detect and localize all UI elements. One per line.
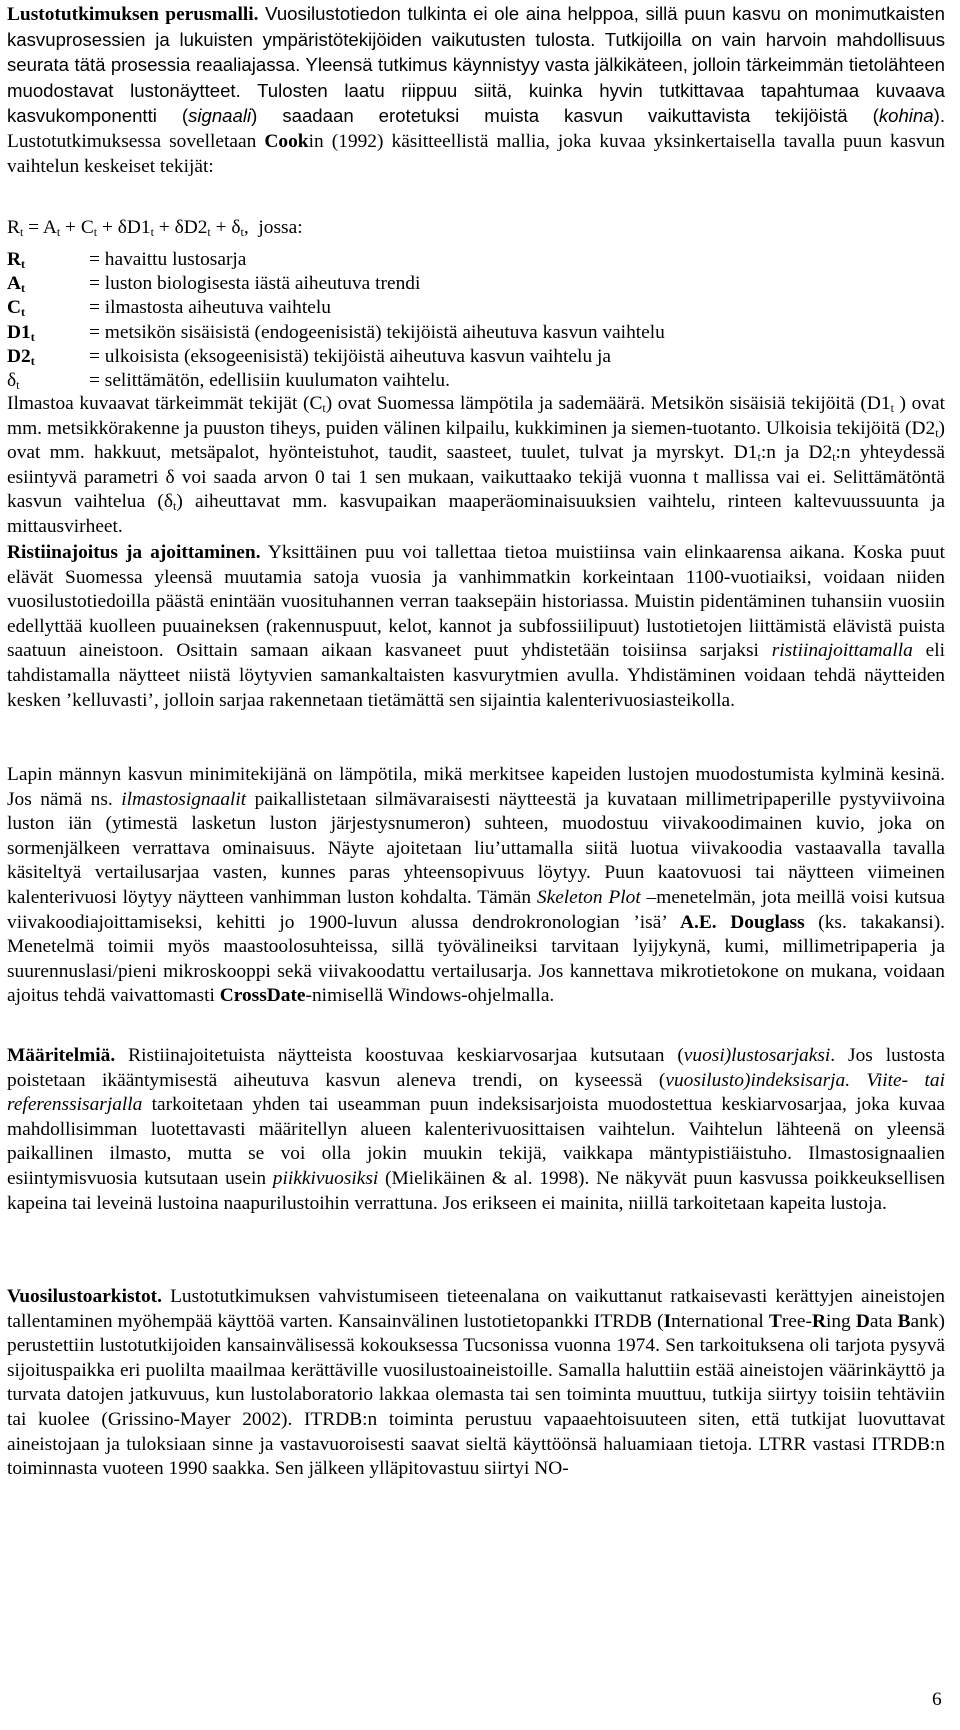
archives-paragraph xyxy=(7,1285,945,1482)
intro-text-sans-3: ). xyxy=(933,105,945,127)
page-number: 6 xyxy=(932,1689,942,1710)
cook-name: Cook xyxy=(264,130,309,152)
noise-term: kohina xyxy=(878,105,934,127)
archives-text-e: ata xyxy=(869,1310,898,1332)
definition-symbol-wrap xyxy=(7,369,19,393)
climate-text-f: :n yhteydessä esiintyvä parametri δ voi saada arvon 0 tai 1 sen mukaan, vaikuttaako tekijä vuonna t mallissa vai ei. Selittämätöntä kasvun vaihtelua (δ xyxy=(7,442,945,513)
definition-text: = luston biologisesta iästä aiheutuva trendi xyxy=(89,273,421,295)
lapland-italic-1: ilmastosignaalit xyxy=(121,788,247,810)
archives-text-c: ree- xyxy=(781,1310,812,1332)
defs-text-a: Ristiinajoitetuista näytteista koostuvaa keskiarvosarjaa kutsutaan ( xyxy=(115,1045,684,1066)
defs-text-d: (Mielikäinen & al. 1998). Ne näkyvät puun kasvussa poikkeuksellisen kapeina tai leveinä lustoina naapurilustoihin verrattuna. Jos erikseen ei mainita, niillä tarkoitetaan kapeita lustoja. xyxy=(7,1167,945,1214)
definition-symbol: D2 xyxy=(7,345,31,367)
climate-text-c: ) ovat mm. metsikkörakenne ja puuston tiheys, puiden välinen kilpailu, kukkiminen ja siemen-tuotanto. Ulkoisia tekijöitä (D2 xyxy=(7,393,946,439)
lapland-italic-2: Skeleton Plot xyxy=(536,886,641,908)
definition-text: = ulkoisista (eksogeenisistä) tekijöistä aiheutuva kasvun vaihtelu ja xyxy=(89,345,611,367)
climate-text-b: ) ovat Suomessa lämpötila ja sademäärä. Metsikön sisäisiä tekijöitä (D1 xyxy=(325,393,891,414)
crossdate-name: CrossDate xyxy=(219,985,306,1007)
definition-text: = havaittu lustosarja xyxy=(89,249,247,270)
crossdating-heading: Ristiinajoitus ja ajoittaminen. xyxy=(7,542,261,563)
archives-heading: Vuosilustoarkistot. xyxy=(7,1286,162,1307)
itrdb-letter-t: T xyxy=(768,1310,782,1332)
definition-symbol-wrap xyxy=(7,248,25,272)
archives-text-d: ing xyxy=(825,1310,856,1332)
signal-term: signaali xyxy=(188,105,252,127)
definition-symbol: δ xyxy=(7,370,17,391)
intro-text-serif-2: in (1992) käsitteellistä mallia, joka kuvaa yksinkertaisella tavalla puun kasvun vaihtelun keskeiset tekijät: xyxy=(7,130,945,177)
climate-text-d: ) ovat mm. hakkuut, metsäpalot, hyönteistuhot, taudit, saasteet, tuulet, tulvat ja myrskyt. D1 xyxy=(7,417,945,464)
definition-symbol: A xyxy=(7,273,22,295)
defs-text-c: tarkoitetaan yhden tai useamman puun indeksisarjoista muodostettua keskiarvosarjaa, joka kuvaa mahdollisimman luotettavasti määritellyn alueen kalenterivuosittaisen vaihtelun. Vaihtelun lähteenä on yleensä paikallinen ilmasto, mutta se voi olla jokin muukin tekijä, vaikkapa mäntypistiäistuho. Ilmastosignaalien esiintymisvuosia kutsutaan usein xyxy=(7,1094,945,1189)
climate-paragraph: Ilmastoa kuvaavat tärkeimmät tekijät $(C_t)$ ovat Suomessa lämpötila ja sademäärä. Metsikön sisäisiä tekijöitä ($D1_t$ ) ovat mm. metsikkörakenne ja puuston tiheys, puiden välinen kilpailu, kukkiminen ja siemen-tuotanto. Ulkoisia tekijöitä $(D2_t)$ ovat mm. hakkuut, metsäpalot, hyönteistuhot, taudit, saasteet, tuulet, tulvat ja myrskyt. $D1_t:n$ ja $D2_t:n$ yhteydessä esiintyvä parametri δ voi saada arvon 0 tai 1 sen mukaan, vaikuttaako tekijä vuonna t mallissa vai ei. Selittämätöntä kasvun vaihtelua $(\delta_t)$ aiheuttavat mm. kasvupaikan maaperäominaisuuksien vaihtelu, rinteen kaltevuussuunta ja mittausvirheet. xyxy=(7,393,946,537)
itrdb-letter-b: B xyxy=(897,1310,911,1332)
definition-subscript: t xyxy=(21,257,26,271)
lapland-text-a: Lapin männyn kasvun minimitekijänä on lämpötila, mikä merkitsee kapeiden lustojen muodostumista kylminä kesinä. Jos nämä ns. xyxy=(7,764,945,810)
crossdating-italic: ristiinajoittamalla xyxy=(771,640,913,662)
climate-text-e: :n ja D2 xyxy=(760,442,833,464)
definition-symbol-wrap xyxy=(7,321,35,345)
definition-symbol-wrap xyxy=(7,345,35,369)
lapland-paragraph xyxy=(7,763,945,1009)
intro-paragraph xyxy=(7,2,945,179)
intro-text-sans: Vuosilustotiedon tulkinta ei ole aina helppoa, sillä puun kasvu on monimutkaisten kasvuprosessien ja lukuisten ympäristötekijöiden vaikutusten tulosta. Tutkijoilla on vain harvoin mahdollisuus seurata tätä prosessia reaaliajassa. Yleensä tutkimus käynnistyy vasta jälkikäteen, jolloin tärkeimmän tietolähteen muodostavat lustonäytteet. Tulosten laatu riippuu siitä, kuinka hyvin tutkittavaa tapahtumaa kuvaava kasvukomponentti ( xyxy=(7,3,945,127)
archives-text-f: ank) perustettiin lustotutkijoiden kansainvälisessä kokouksessa Tucsonissa vuonna 1974. Sen tarkoituksena oli tarjota pysyvä sijoituspaikka eri puolilta maailmaa kerättäville vuosilustoaineistoille. Samalla haluttiin estää aineistojen väärinkäyttö ja turvata datojen jatkuvuus, kun lustolaboratorio lakkaa olemasta tai sen toiminta muuttuu, tutkija siirtyy toisiin tehtäviin tai kuolee (Grissino-Mayer 2002). ITRDB:n toiminta perustuu vapaaehtoisuuteen siten, että tutkijat luovuttavat aineistojaan ja tuloksiaan sinne ja vastavuoroisesti saavat sieltä käyttöönsä haluamiaan tietoja. LTRR vastasi ITRDB:n toiminnasta vuoteen 1990 saakka. Sen jälkeen ylläpitovastuu siirtyi NO- xyxy=(7,1310,945,1480)
intro-text-serif-1: Lustotutkimuksessa sovelletaan xyxy=(7,130,265,152)
defs-italic-3: piikkivuosiksi xyxy=(272,1167,379,1189)
growth-model-formula xyxy=(7,216,303,240)
definition-symbol: D1 xyxy=(7,321,31,343)
definition-subscript: t xyxy=(30,353,35,368)
formula-expression: $R_t = A_t + C_t + \delta D1_t + \delta D2_t + \delta_t$, xyxy=(7,217,259,239)
formula-jossa: jossa: xyxy=(258,217,303,238)
lapland-text-d: (ks. takakansi). Menetelmä toimii myös maastoolosuhteissa, sillä työvälineiksi tarvitaan lyijykynä, kumi, millimetripaperia ja suurennuslasi/pieni mikroskooppi sekä viivakoodattu vertailusarja. Jos kannettava mikrotietokone on mukana, voidaan ajoitus tehdä vaivattomasti xyxy=(7,911,946,1007)
defs-text-b: . Jos lustosta poistetaan ikääntymisestä aiheutuva kasvun aleneva trendi, on kyseessä ( xyxy=(7,1045,945,1091)
definition-subscript: t xyxy=(21,305,26,320)
intro-text-sans-2: ) saadaan erotetuksi muista kasvun vaikuttavista tekijöistä ( xyxy=(251,105,879,127)
defs-italic-2: vuosilusto)indeksisarja. Viite- tai referenssisarjalla xyxy=(7,1069,945,1116)
lapland-text-c: –menetelmän, jota meillä voisi kutsua viivakoodiajoittamiseksi, kehitti jo 1900-luvun alussa dendrokronologian ’isä’ xyxy=(7,886,945,933)
definitions-paragraph xyxy=(7,1044,945,1216)
archives-text-b: nternational xyxy=(671,1310,769,1332)
definition-text: = ilmastosta aiheutuva vaihtelu xyxy=(89,297,331,319)
definitions-heading: Määritelmiä. xyxy=(7,1045,116,1066)
archives-text-a: Lustotutkimuksen vahvistumiseen tieteenalana on vaikuttanut ratkaisevasti kerättyjen aineistojen tallentaminen myöhempää käyttöä varten. Kansainvälinen lustotietopankki ITRDB ( xyxy=(7,1286,945,1332)
definition-subscript: t xyxy=(30,329,35,344)
itrdb-letter-d: D xyxy=(855,1310,870,1332)
climate-text-a: Ilmastoa kuvaavat tärkeimmät tekijät (C xyxy=(7,393,323,414)
lapland-text-b: paikallistetaan silmävaraisesti näytteestä ja kuvataan millimetripaperille pystyviivoina luston iän (ytimestä lasketun luston järjestysnumeron) suhteen, muodostuu viivakoodimainen kuvio, joka on sormenjälkeen verrattava ominaisuus. Näyte ajoitetaan liu’uttamalla siitä luotua viivakoodia vastaavalla tavalla käsiteltyä vertailusarjaa vasten, kunnes paras yhteensopivuus löytyy. Puun kaatovuosi tai näytteen viimeinen kalenterivuosi löytyy näytteen vanhimman luston kohdalta. Tämän xyxy=(7,788,945,908)
definition-symbol: R xyxy=(7,249,22,270)
intro-heading: Lustotutkimuksen perusmalli. xyxy=(7,4,259,25)
itrdb-letter-r: R xyxy=(811,1310,826,1332)
crossdating-paragraph xyxy=(7,541,945,713)
lapland-text-e: -nimisellä Windows-ohjelmalla. xyxy=(305,985,555,1007)
crossdating-text-a: Yksittäinen puu voi tallettaa tietoa muistiinsa vain elinkaarensa aikana. Koska puut elävät Suomessa yleensä muutamia satoja vuosia ja vanhimmatkin korkeintaan 1100-vuotiaiksi, voidaan niiden vuosilustotiedoilla päästä enintään vuosituhannen verran taaksepäin historiassa. Muistin pidentäminen tuhansiin vuosiin edellyttää kuolleen puuaineksen (rakennuspuut, kelot, kannot ja subfossiilipuut) lustotietojen liittämistä elävistä puista saatuun aineistoon. Osittain samaan aikaan kasvaneet puut yhdistetään toisiinsa sarjaksi xyxy=(7,542,945,662)
definition-text: = metsikön sisäisistä (endogeenisistä) tekijöistä aiheutuva kasvun vaihtelu xyxy=(89,321,665,343)
definition-symbol-wrap xyxy=(7,272,25,296)
definition-symbol-wrap xyxy=(7,296,25,320)
definition-symbol: C xyxy=(7,297,22,319)
definition-subscript: t xyxy=(21,281,26,296)
definition-text: = selittämätön, edellisiin kuulumaton vaihtelu. xyxy=(89,370,450,391)
defs-italic-1: vuosi)lustosarjaksi xyxy=(683,1045,831,1066)
definition-subscript: t xyxy=(16,378,20,392)
climate-text-g: ) aiheuttavat mm. kasvupaikan maaperäominaisuuksien vaihtelu, rinteen kaltevuussuunta ja mittausvirheet. xyxy=(7,491,945,537)
itrdb-letter-i: I xyxy=(663,1310,672,1332)
crossdating-text-b: eli tahdistamalla näytteet niistä löytyvien samankaltaisten kasvurytmien avulla. Yhdistäminen voidaan tehdä näytteiden kesken ’kelluvasti’, jolloin sarjaa rakennetaan tietämättä sen sijaintia kalenterivuosiasteikolla. xyxy=(7,640,946,711)
douglass-name: A.E. Douglass xyxy=(680,911,805,933)
